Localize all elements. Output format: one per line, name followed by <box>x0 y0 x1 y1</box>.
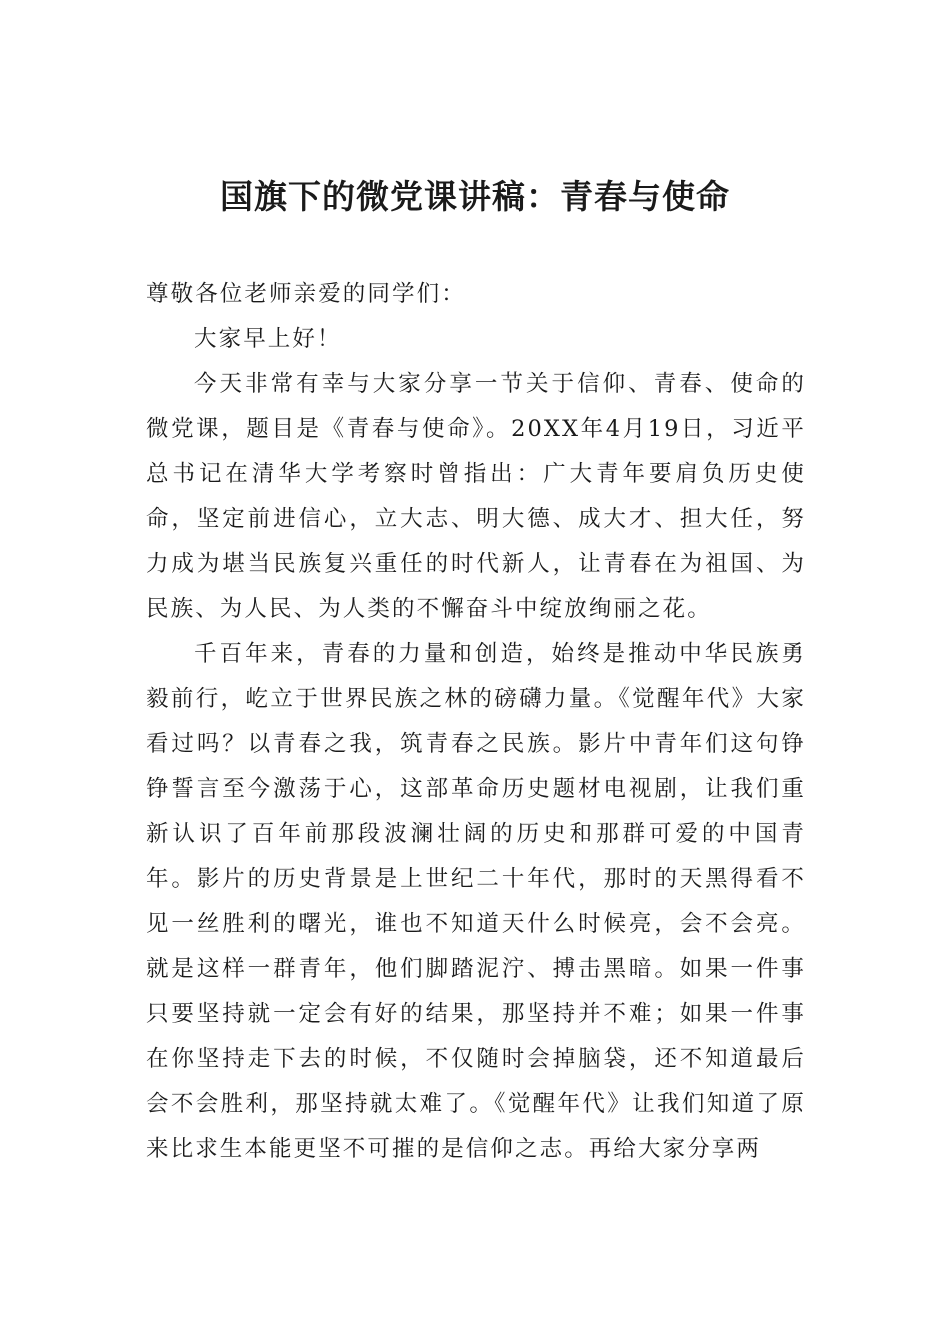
document-body <box>146 272 806 1172</box>
paragraph-awakening-age: 千百年来，青春的力量和创造，始终是推动中华民族勇毅前行，屹立于世界民族之林的磅礴力量。《觉醒年代》大家看过吗？以青春之我，筑青春之民族。影片中青年们这句铮铮誓言至今激荡于心，这部革命历史题材电视剧，让我们重新认识了百年前那段波澜壮阔的历史和那群可爱的中国青年。影片的历史背景是上世纪二十年代，那时的天黑得看不见一丝胜利的曙光，谁也不知道天什么时候亮，会不会亮。就是这样一群青年，他们脚踏泥泞、搏击黑暗。如果一件事只要坚持就一定会有好的结果，那坚持并不难；如果一件事在你坚持走下去的时候，不仅随时会掉脑袋，还不知道最后会不会胜利，那坚持就太难了。《觉醒年代》让我们知道了原来比求生本能更坚不可摧的是信仰之志。再给大家分享两 <box>146 641 806 1162</box>
document-title: 国旗下的微党课讲稿：青春与使命 <box>220 177 730 216</box>
salutation: 尊敬各位老师亲爱的同学们： <box>146 281 466 307</box>
paragraph-intro: 今天非常有幸与大家分享一节关于信仰、青春、使命的微党课，题目是《青春与使命》。20XX年4月19日，习近平总书记在清华大学考察时曾指出：广大青年要肩负历史使命，坚定前进信心，立大志、明大德、成大才、担大任，努力成为堪当民族复兴重任的时代新人，让青春在为祖国、为民族、为人民、为人类的不懈奋斗中绽放绚丽之花。 <box>146 371 806 622</box>
greeting: 大家早上好！ <box>194 326 342 352</box>
